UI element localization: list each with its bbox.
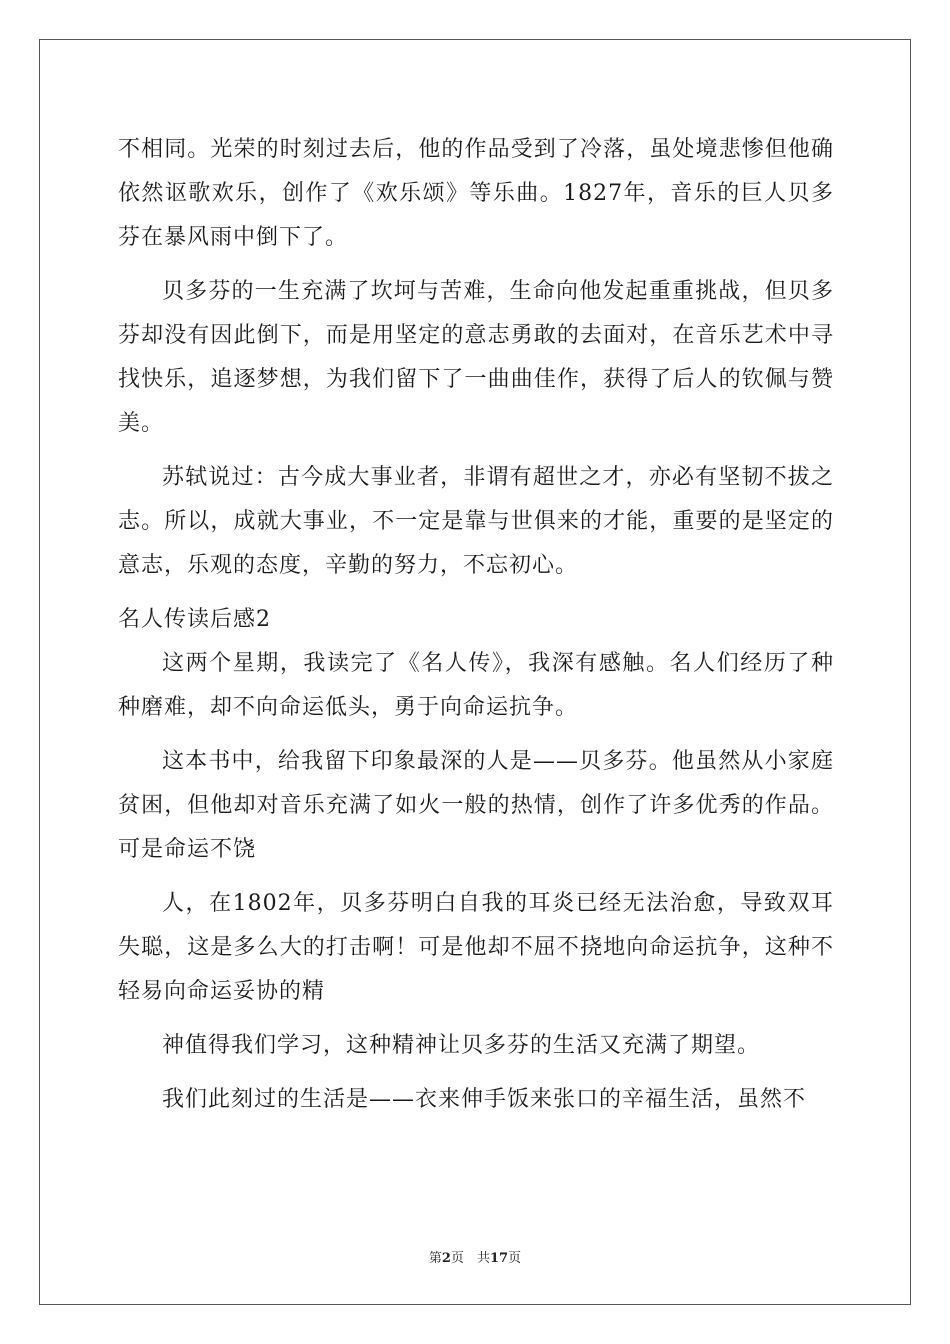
total-page-number: 17: [489, 1251, 509, 1266]
section-heading: 名人传读后感2: [118, 607, 271, 632]
footer-mid: 页 共: [450, 1251, 490, 1266]
paragraph-5: 这本书中，给我留下印象最深的人是——贝多芬。他虽然从小家庭贫困，但他却对音乐充满了如火一般的热情，创作了许多优秀的作品。可是命运不饶: [118, 749, 834, 862]
paragraph-2: 贝多芬的一生充满了坎坷与苦难，生命向他发起重重挑战，但贝多芬却没有因此倒下，而是用坚定的意志勇敢的去面对，在音乐艺术中寻找快乐，追逐梦想，为我们留下了一曲曲佳作，获得了后人的钦佩与赞美。: [118, 279, 834, 436]
paragraph-1: 不相同。光荣的时刻过去后，他的作品受到了冷落，虽处境悲惨但他确依然讴歌欢乐，创作了《欢乐颂》等乐曲。1827年，音乐的巨人贝多芬在暴风雨中倒下了。: [118, 137, 834, 250]
paragraph-8: 我们此刻过的生活是——衣来伸手饭来张口的辛福生活，虽然不: [162, 1087, 807, 1112]
paragraph-3: 苏轼说过：古今成大事业者，非谓有超世之才，亦必有坚韧不拔之志。所以，成就大事业，不一定是靠与世俱来的才能，重要的是坚定的意志，乐观的态度，辛勤的努力，不忘初心。: [118, 465, 834, 578]
paragraph-7: 神值得我们学习，这种精神让贝多芬的生活又充满了期望。: [162, 1033, 761, 1058]
footer-prefix: 第: [428, 1251, 442, 1266]
document-body: [118, 128, 834, 1132]
paragraph-4: 这两个星期，我读完了《名人传》，我深有感触。名人们经历了种种磨难，却不向命运低头，勇于向命运抗争。: [118, 651, 834, 720]
paragraph-6: 人，在1802年，贝多芬明白自我的耳炎已经无法治愈，导致双耳失聪，这是多么大的打击啊！可是他却不屈不挠地向命运抗争，这种不轻易向命运妥协的精: [118, 891, 834, 1004]
current-page-number: 2: [441, 1251, 451, 1266]
page-footer: [0, 1247, 950, 1266]
footer-suffix: 页: [508, 1251, 522, 1266]
